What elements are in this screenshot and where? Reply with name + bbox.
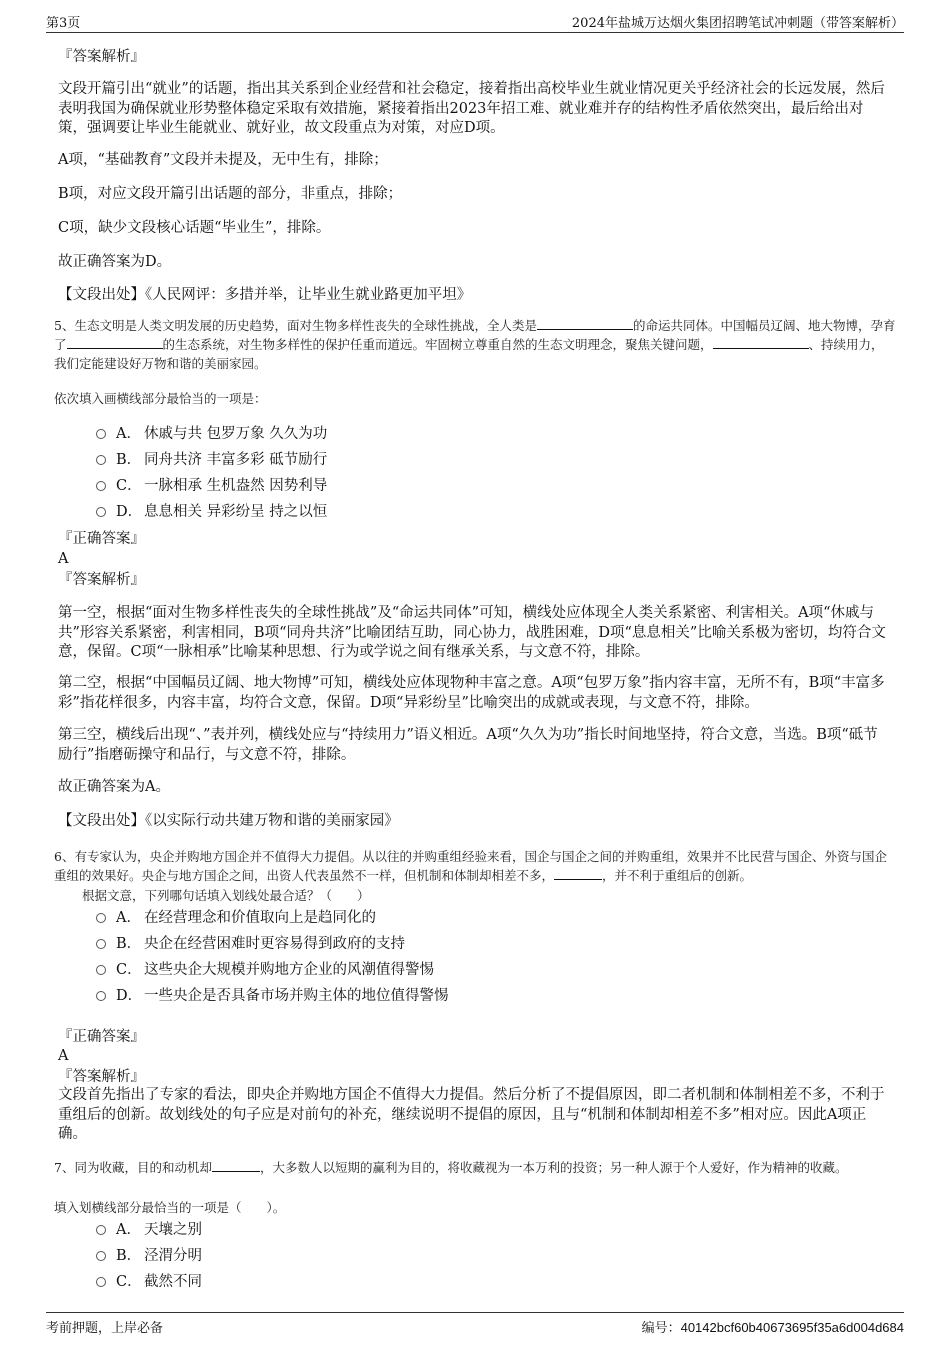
- blank-line: [212, 1159, 260, 1172]
- radio-circle-icon[interactable]: [96, 1277, 106, 1287]
- q5-answer-heading: 『正确答案』: [58, 531, 145, 547]
- q6-answer: A: [58, 1048, 69, 1064]
- page-number: 第3页: [46, 16, 81, 31]
- q4-source: 【文段出处】《人民网评：多措并举，让毕业生就业路更加平坦》: [58, 287, 472, 303]
- q6-option-b[interactable]: B． 央企在经营困难时更容易得到政府的支持: [96, 934, 405, 954]
- radio-circle-icon[interactable]: [96, 507, 106, 517]
- q5-option-c[interactable]: C． 一脉相承 生机盎然 因势利导: [96, 476, 327, 496]
- q6-analysis-heading: 『答案解析』: [58, 1069, 145, 1085]
- radio-circle-icon[interactable]: [96, 481, 106, 491]
- q5-source: 【文段出处】《以实际行动共建万物和谐的美丽家园》: [58, 813, 399, 829]
- q5-stem: 5、生态文明是人类文明发展的历史趋势，面对生物多样性丧失的全球性挑战，全人类是 的命运共同体。中国幅员辽阔、地大物博，孕育了 的生态系统，对生物多样性的保护任重而道远。牢固树立尊重自然的生态文明理念，聚焦关键问题， 、持续用力，我们定能建设好万物和谐的美丽家园。: [54, 318, 896, 371]
- q6-answer-heading: 『正确答案』: [58, 1029, 145, 1045]
- q4-conclusion: 故正确答案为D。: [58, 254, 172, 270]
- q7-stem: 7、同为收藏，目的和动机却 ，大多数人以短期的赢利为目的，将收藏视为一本万利的投资；另一种人源于个人爱好，作为精神的收藏。: [54, 1160, 848, 1175]
- q5-analysis-heading: 『答案解析』: [58, 572, 145, 588]
- radio-circle-icon[interactable]: [96, 913, 106, 923]
- q4-note-a: A项，“基础教育”文段并未提及，无中生有，排除；: [58, 152, 388, 168]
- q6-option-c[interactable]: C． 这些央企大规模并购地方企业的风潮值得警惕: [96, 960, 434, 980]
- q7-option-c[interactable]: C． 截然不同: [96, 1272, 202, 1292]
- page-header: [46, 10, 904, 33]
- q4-analysis-heading: 『答案解析』: [58, 49, 145, 65]
- q5-analysis-para3: 第三空，横线后出现“、”表并列，横线处应与“持续用力”语义相近。A项“久久为功”指长时间地坚持，符合文意，当选。B项“砥节励行”指磨砺操守和品行，与文意不符，排除。: [58, 727, 878, 763]
- q4-analysis-text: 文段开篇引出“就业”的话题，指出其关系到企业经营和社会稳定，接着指出高校毕业生就业情况更关乎经济社会的长远发展，然后表明我国为确保就业形势整体稳定采取有效措施，紧接着指出2023年招工难、就业难并存的结构性矛盾依然突出，最后给出对策，强调要让毕业生能就业、就好业，故文段重点为对策，对应D项。: [58, 81, 885, 136]
- q5-option-b[interactable]: B． 同舟共济 丰富多彩 砥节励行: [96, 450, 327, 470]
- q7-option-a[interactable]: A． 天壤之别: [96, 1220, 202, 1240]
- blank-line: [537, 317, 633, 330]
- radio-circle-icon[interactable]: [96, 1225, 106, 1235]
- radio-circle-icon[interactable]: [96, 455, 106, 465]
- radio-circle-icon[interactable]: [96, 991, 106, 1001]
- q6-stem: 6、有专家认为，央企并购地方国企并不值得大力提倡。从以往的并购重组经验来看，国企与国企之间的并购重组，效果并不比民营与国企、外资与国企重组的效果好。央企与地方国企之间，出资人代表虽然不一样，但机制和体制却相差不多， ，并不利于重组后的创新。: [54, 849, 887, 883]
- blank-line: [554, 867, 602, 880]
- footer-code: 编号：40142bcf60b40673695f35a6d004d684: [641, 1320, 904, 1336]
- q6-analysis: 文段首先指出了专家的看法，即央企并购地方国企不值得大力提倡。然后分析了不提倡原因，即二者机制和体制相差不多，不利于重组后的创新。故划线处的句子应是对前句的补充，继续说明不提倡的原因，且与“机制和体制却相差不多”相对应。因此A项正确。: [58, 1087, 885, 1142]
- q5-option-a[interactable]: A． 休戚与共 包罗万象 久久为功: [96, 424, 327, 444]
- q4-note-b: B项，对应文段开篇引出话题的部分，非重点，排除；: [58, 186, 403, 202]
- q5-prompt: 依次填入画横线部分最恰当的一项是：: [54, 391, 267, 406]
- q7-prompt: 填入划横线部分最恰当的一项是（ ）。: [54, 1200, 286, 1215]
- q4-note-c: C项，缺少文段核心话题“毕业生”，排除。: [58, 220, 331, 236]
- q6-prompt: 根据文意，下列哪句话填入划线处最合适？（ ）: [82, 888, 370, 903]
- q5-analysis-para1: 第一空，根据“面对生物多样性丧失的全球性挑战”及“命运共同体”可知，横线处应体现全人类关系紧密、利害相关。A项“休戚与共”形容关系紧密，利害相同，B项“同舟共济”比喻团结互助，同心协力，战胜困难，D项“息息相关”比喻关系极为密切，均符合文意，保留。C项“一脉相承”比喻某种思想、行为或学说之间有继承关系，与文意不符，排除。: [58, 605, 886, 660]
- footer-slogan: 考前押题，上岸必备: [46, 1321, 164, 1336]
- q5-conclusion: 故正确答案为A。: [58, 779, 170, 795]
- q5-analysis-para2: 第二空，根据“中国幅员辽阔、地大物博”可知，横线处应体现物种丰富之意。A项“包罗万象”指内容丰富，无所不有，B项“丰富多彩”指花样很多，内容丰富，均符合文意，保留。D项“异彩纷呈”比喻突出的成就或表现，与文意不符，排除。: [58, 675, 885, 711]
- blank-line: [713, 336, 809, 349]
- page-footer: [46, 1312, 904, 1335]
- q6-option-a[interactable]: A． 在经营理念和价值取向上是趋同化的: [96, 908, 376, 928]
- q7-option-b[interactable]: B． 泾渭分明: [96, 1246, 202, 1266]
- q5-answer: A: [58, 551, 69, 567]
- q5-option-d[interactable]: D． 息息相关 异彩纷呈 持之以恒: [96, 502, 327, 522]
- q6-option-d[interactable]: D． 一些央企是否具备市场并购主体的地位值得警惕: [96, 986, 449, 1006]
- blank-line: [67, 336, 163, 349]
- radio-circle-icon[interactable]: [96, 965, 106, 975]
- radio-circle-icon[interactable]: [96, 939, 106, 949]
- document-title: 2024年盐城万达烟火集团招聘笔试冲刺题（带答案解析）: [571, 16, 904, 31]
- radio-circle-icon[interactable]: [96, 1251, 106, 1261]
- radio-circle-icon[interactable]: [96, 429, 106, 439]
